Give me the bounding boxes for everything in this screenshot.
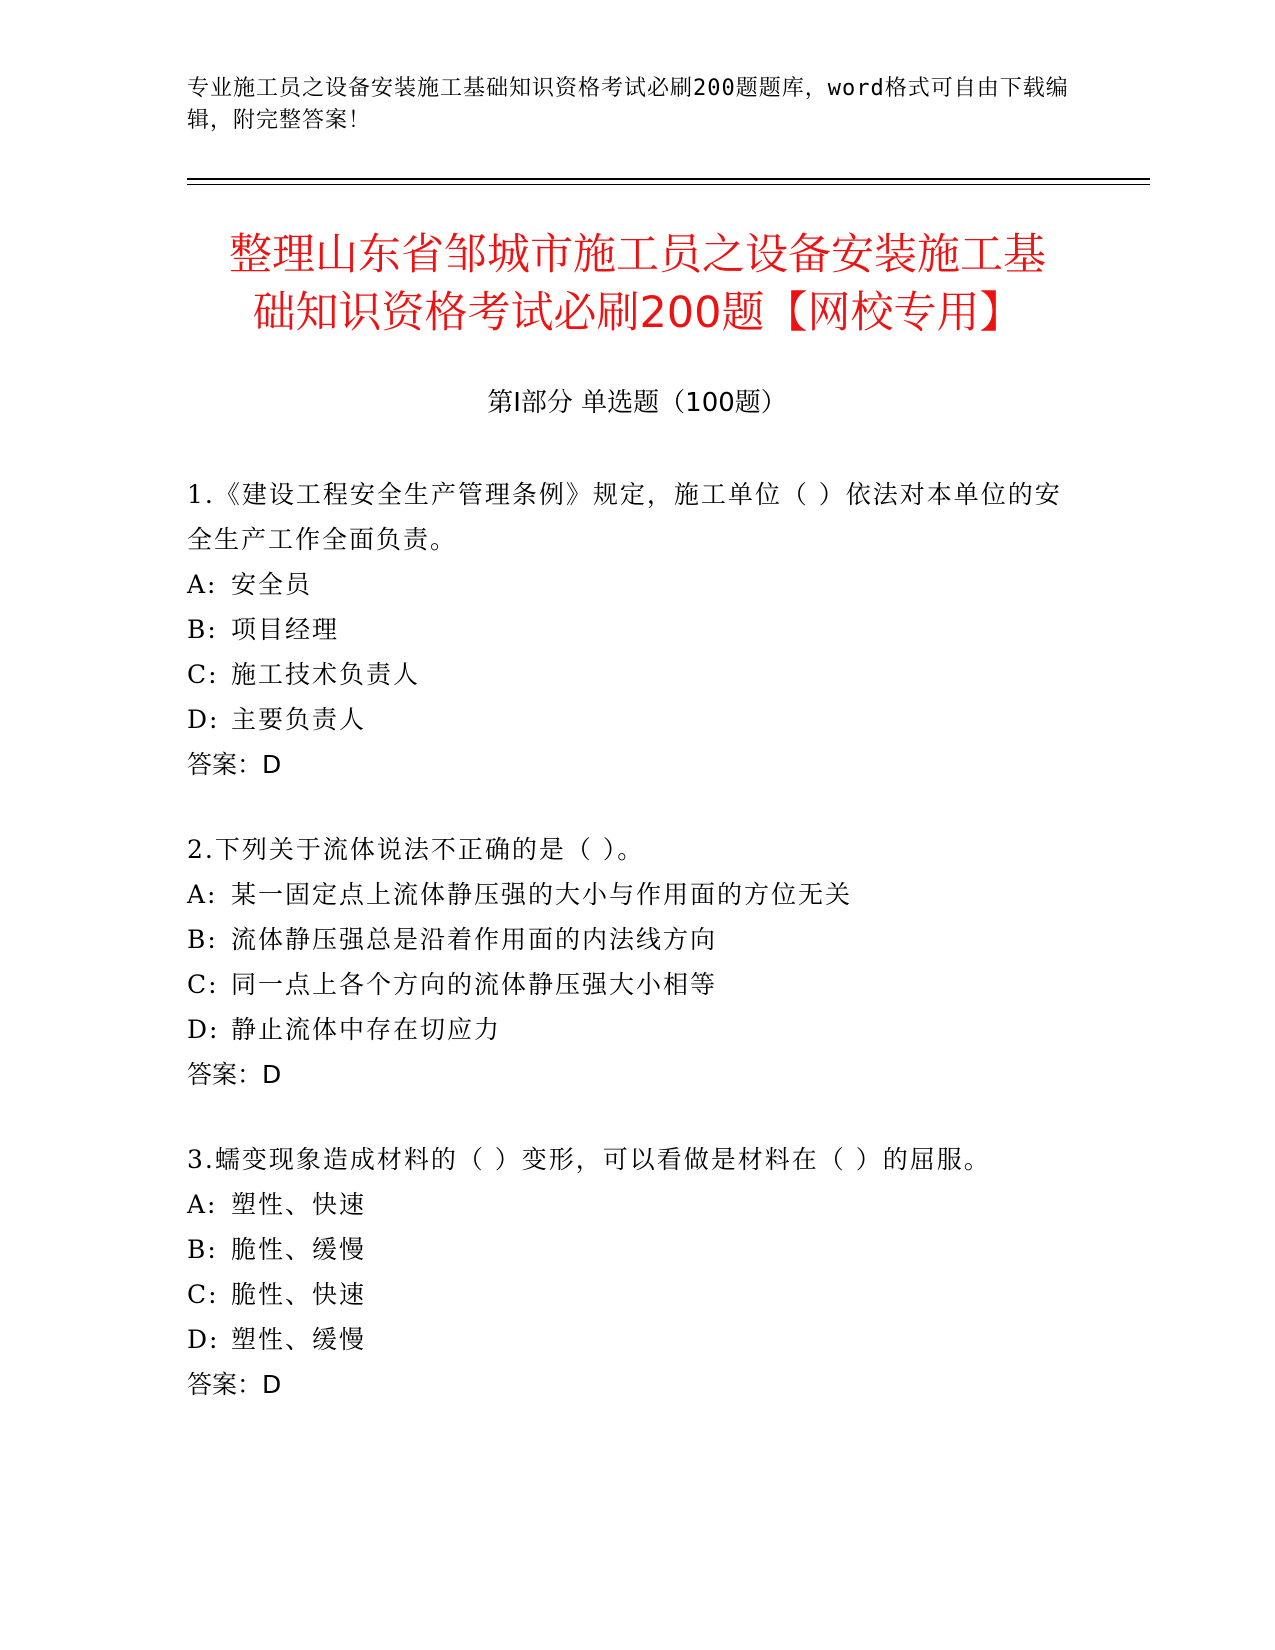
option-a	[187, 562, 1087, 607]
header-rule-thick	[187, 178, 1150, 180]
option-text: 静止流体中存在切应力	[231, 1015, 502, 1044]
option-text: 施工技术负责人	[231, 660, 421, 689]
document-title-line-2: 础知识资格考试必刷200题【网校专用】	[252, 288, 1023, 338]
header-note: 专业施工员之设备安装施工基础知识资格考试必刷200题题库，word格式可自由下载编辑，附完整答案！	[187, 76, 1069, 133]
option-c	[187, 652, 1087, 697]
option-label: A:	[187, 880, 218, 909]
option-label: B:	[187, 615, 218, 644]
question-stem: 2.下列关于流体说法不正确的是（ ）。	[187, 835, 645, 864]
option-b	[187, 1227, 1087, 1272]
option-label: B:	[187, 1235, 218, 1264]
option-label: A:	[187, 570, 218, 599]
option-text: 某一固定点上流体静压强的大小与作用面的方位无关	[231, 880, 853, 909]
option-text: 主要负责人	[231, 705, 367, 734]
option-label: C:	[187, 970, 219, 999]
option-label: C:	[187, 660, 219, 689]
option-d	[187, 1007, 1087, 1052]
option-a	[187, 872, 1087, 917]
option-label: B:	[187, 925, 218, 954]
document-title-line-1: 整理山东省邹城市施工员之设备安装施工基	[229, 230, 1046, 280]
option-label: D:	[187, 1015, 220, 1044]
option-text: 流体静压强总是沿着作用面的内法线方向	[231, 925, 718, 954]
header-rule-thin	[187, 184, 1150, 185]
question-list	[187, 472, 1087, 1447]
option-c	[187, 962, 1087, 1007]
question-stem: 3.蠕变现象造成材料的（ ）变形，可以看做是材料在（ ）的屈服。	[187, 1145, 991, 1174]
option-a	[187, 1182, 1087, 1227]
option-text: 安全员	[231, 570, 313, 599]
option-label: A:	[187, 1190, 218, 1219]
answer: 答案：D	[187, 750, 282, 779]
option-text: 脆性、缓慢	[231, 1235, 367, 1264]
option-text: 同一点上各个方向的流体静压强大小相等	[231, 970, 718, 999]
answer: 答案：D	[187, 1060, 282, 1089]
option-b	[187, 607, 1087, 652]
question-2	[187, 827, 1087, 1097]
option-d	[187, 1317, 1087, 1362]
option-d	[187, 697, 1087, 742]
document-title	[160, 226, 1115, 342]
option-text: 塑性、缓慢	[231, 1325, 367, 1354]
option-text: 塑性、快速	[231, 1190, 367, 1219]
question-stem: 1.《建设工程安全生产管理条例》规定，施工单位（ ）依法对本单位的安全生产工作全面负责。	[187, 480, 1062, 554]
option-text: 脆性、快速	[231, 1280, 367, 1309]
option-b	[187, 917, 1087, 962]
option-label: C:	[187, 1280, 219, 1309]
option-text: 项目经理	[231, 615, 340, 644]
question-3	[187, 1137, 1087, 1407]
option-c	[187, 1272, 1087, 1317]
answer: 答案：D	[187, 1370, 282, 1399]
section-title: 第Ⅰ部分 单选题（100题）	[487, 388, 787, 418]
question-1	[187, 472, 1087, 787]
option-label: D:	[187, 1325, 220, 1354]
option-label: D:	[187, 705, 220, 734]
